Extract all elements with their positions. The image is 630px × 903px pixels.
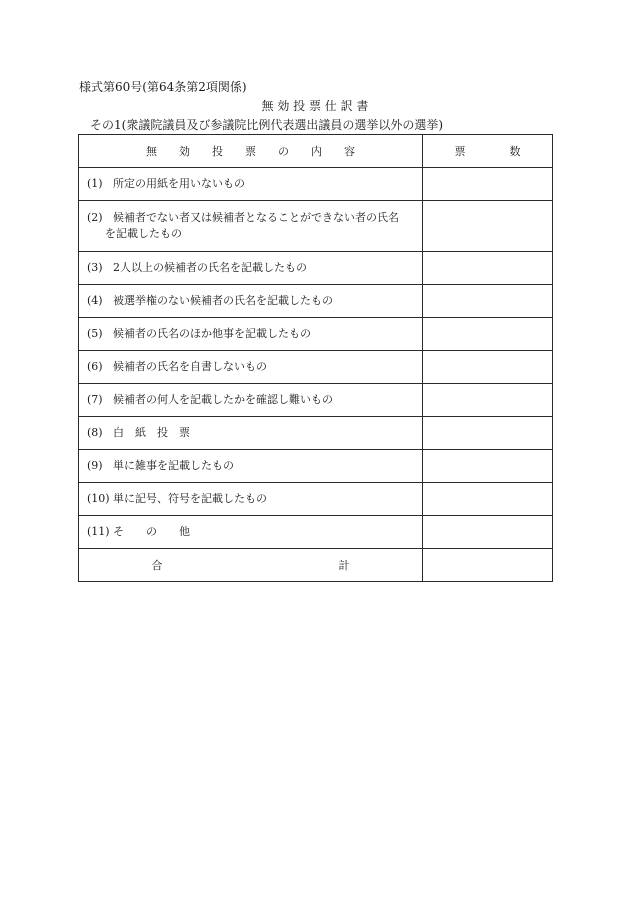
row-count-cell[interactable] [423,450,553,483]
row-content [79,285,423,318]
row-number: (6) [87,360,103,373]
table-row [79,351,553,384]
document-title: 無 効 投 票 仕 訳 書 [261,99,369,113]
row-text-continued: を記載したもの [105,227,182,240]
row-content [79,516,423,549]
document-subtitle: その1(衆議院議員及び参議院比例代表選出議員の選挙以外の選挙) [90,118,444,132]
table-row [79,516,553,549]
header-count: 票 数 [423,135,553,168]
row-number: (2) [87,211,103,224]
table-row [79,285,553,318]
row-number: (5) [87,327,103,340]
row-count-cell[interactable] [423,318,553,351]
row-count-cell[interactable] [423,351,553,384]
row-content [79,318,423,351]
row-content [79,417,423,450]
total-label: 合 計 [79,549,423,582]
row-text: 単に記号、符号を記載したもの [113,492,267,505]
table-row [79,483,553,516]
row-number: (7) [87,393,103,406]
row-count-cell[interactable] [423,168,553,201]
row-number: (10) [87,492,110,505]
invalid-votes-table [78,134,553,582]
row-text: 単に雑事を記載したもの [113,459,234,472]
table-row [79,384,553,417]
table-row [79,417,553,450]
row-number: (11) [87,525,110,538]
row-count-cell[interactable] [423,252,553,285]
row-number: (9) [87,459,103,472]
row-count-cell[interactable] [423,483,553,516]
row-number: (1) [87,177,103,190]
row-number: (3) [87,261,103,274]
row-number: (4) [87,294,103,307]
total-count-cell[interactable] [423,549,553,582]
row-content [79,351,423,384]
row-text: 候補者でない者又は候補者となることができない者の氏名 [113,211,399,224]
row-text: 候補者の氏名のほか他事を記載したもの [113,327,311,340]
row-text: そ の 他 [113,525,190,538]
row-text: 候補者の何人を記載したかを確認し難いもの [113,393,333,406]
row-text: 所定の用紙を用いないもの [113,177,245,190]
row-content [79,483,423,516]
row-content [79,450,423,483]
form-number: 様式第60号(第64条第2項関係) [79,80,247,94]
row-number: (8) [87,426,103,439]
row-text: 2人以上の候補者の氏名を記載したもの [113,261,307,274]
header-content: 無 効 投 票 の 内 容 [79,135,423,168]
row-content [79,252,423,285]
total-row [79,549,553,582]
row-content [79,201,423,252]
row-text: 白 紙 投 票 [113,426,190,439]
row-content [79,168,423,201]
table-row [79,252,553,285]
row-count-cell[interactable] [423,516,553,549]
row-count-cell[interactable] [423,384,553,417]
row-count-cell[interactable] [423,201,553,252]
row-count-cell[interactable] [423,285,553,318]
row-text: 被選挙権のない候補者の氏名を記載したもの [113,294,333,307]
table-row [79,168,553,201]
table-row [79,318,553,351]
row-content [79,384,423,417]
row-count-cell[interactable] [423,417,553,450]
row-text: 候補者の氏名を自書しないもの [113,360,267,373]
table-row [79,450,553,483]
table-header-row [79,135,553,168]
table-row [79,201,553,252]
